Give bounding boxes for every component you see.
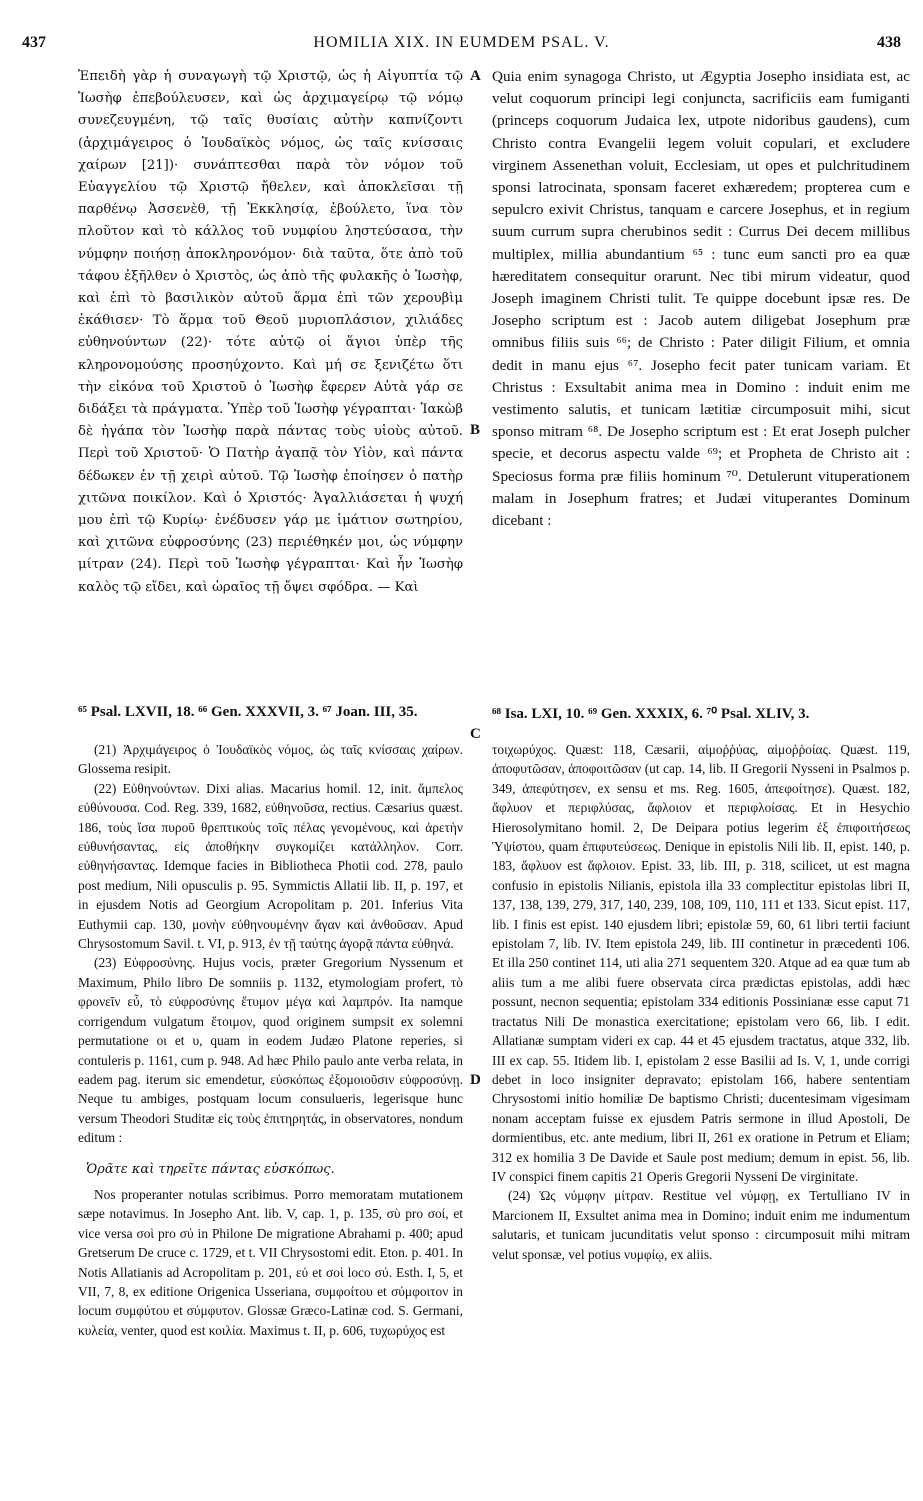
note-23-continued: Nos properanter notulas scribimus. Porro memoratam mutationem sæpe notavimus. In Josepho Ant. lib. V, cap. 1, p. 135, σὺ pro σοί, et vice versa σοὶ pro σύ in Philone De migratione Abrahami p. 400; apud Gretserum De cruce c. 1729, et t. VII Chrysostomi edit. Eton. p. 401. In Notis Allatianis ad Acropolitam p. 201, εὐ et σοὶ loco σύ. Esth. I, 5, et VII, 7, 8, ex editione Origenica Usseriana, συμφοίτου et σύμφοιτον in locum συμφύτου et σύμφυτον. Glossæ Græco-Latinæ cod. S. Germani, κυλεία, venter, quod est κοιλία. Maximus t. II, p. 606, τυχωρύχος est [78,1186,463,1338]
note-21: (21) Ἀρχιμάγειρος ὁ Ἰουδαϊκὸς νόμος, ὡς ταῖς κνίσσαις χαίρων. Glossema resipit. [78,742,463,777]
left-page-number: 437 [22,34,46,51]
running-header [22,34,901,58]
note-continuation: τοιχωρύχος. Quæst: 118, Cæsarii, αἱμοῤῥύας, αἱμοῤῥοίας. Quæst. 119, ἀποφυτῶσαν, ἀποφοιτῶσαν (ut cap. 14, lib. II Gregorii Nysseni in Psalmos p. 349, ἀπεφύτησεν, ex sensu et ms. Reg. 1605, ἀπεφοίτησε). Quæst. 182, ἄφλυον et περιφλύσας, ἄφλοιον et περιφλοίσας. Et in Hesychio Hierosolymitano homil. 2, De Deipara potius legerim ἐξ ἐπιφοιτήσεως Ὑψίστου, quam ἐπιφυτεύσεως. Denique in epistolis Nili lib. II, epist. 140, p. 183, ἄφλυον est ἄφλοιον. Epist. 33, lib. III, p. 318, scilicet, ut est magna confusio in epistolis Nilianis, epistola illa 33 complectitur epistolas libri II, 137, 138, 139, 279, 317, 140, 239, 108, 109, 110, 111 et 133. Sicut epist. 117, lib. I finis est epist. 140 ejusdem libri; epistolæ 59, 60, 61 libri tertii faciunt epistolam 7, lib. IV. Item epistola 249, lib. III continetur in præcedenti 106. Et illa 250 continet 114, uti alia 271 sequentem 320. Atque ad ea quæ tum ab aliis tum a me alibi fuere observata circa prædictas epistolas, addi hæc possunt, necnon sequentia; epistolam 334 editionis Possinianæ esse caput 71 tractatus Nili De monastica exercitatione; epistolam vero 66, lib. I edit. Allatianæ sumptam videri ex cap. 44 et 45 ejusdem tractatus, atque 332, lib. III ex cap. 55. Itidem lib. I, epistolam 2 esse Basilii ad Is. V, 1, unde corrigi debet in loco insigniter depravato; epistolam 166, habere sententiam Chrysostomi initio homiliæ De baptismo Christi; ducentesimam vigesimam nonam acceptam fuisse ex ejusdem Patris sermone in illud Apostoli, De dormientibus, etc. ante medium, libri II, 261 ex oratione in Petrum et Eliam; 312 ex homilia 3 De Davide et Saule post medium; demum in epist. 56, lib. IV conspici finem capitis 21 Operis Gregorii Nysseni De virginitate. [492,742,910,1184]
quoted-verse: Ὁρᾶτε καὶ τηρεῖτε πάντας εὐσκόπως. [86,1161,335,1177]
note-23: (23) Εὐφροσύνης. Hujus vocis, præter Gregorium Nyssenum et Maximum, Philo libro De somniis p. 1132, etymologiam profert, τὸ φρονεῖν εὖ, τὸ εὐφροσύνης ἔτυμον μέγα καὶ λαμπρόν. Ita namque corrigendum vulgatum ἕτοιμον, quod originem sumpsit ex solemni permutatione οι et υ, quam in eodem Judæo Platone reperies, si contuleris p. 1161, cum p. 948. Ad hæc Philo paulo ante verba relata, in eadem pag. iterum sic emendetur, εὐσκόπως ἐξομοιοῦσιν εὐφροσύνῃ. Neque tu ambiges, postquam locum consulueris, legerisque hunc versum Theodori Studitæ εἰς τοὺς ἐπιτηρητάς, in observatores, nondum editum : [78,955,463,1146]
scripture-references-left: ⁶⁵ Psal. LXVII, 18. ⁶⁶ Gen. XXXVII, 3. ⁶⁷ Joan. III, 35. [78,704,418,720]
running-title: HOMILIA XIX. IN EUMDEM PSAL. V. [313,34,610,51]
section-marker-a: A [470,68,481,84]
latin-main-column [492,66,910,692]
notes-left-column [78,740,463,1495]
greek-main-text: Ἐπειδὴ γὰρ ἡ συναγωγὴ τῷ Χριστῷ, ὡς ἡ Αἰγυπτία τῷ Ἰωσὴφ ἐπεβούλευσεν, καὶ ὡς ἀρχιμαγείρῳ τῷ νόμῳ συνεζευγμένη, τῷ ταῖς θυσίαις αὐτὴν καπνίζοντι (ἀρχιμάγειρος ὁ Ἰουδαϊκὸς νόμος, ὡς ταῖς κνίσσαις χαίρων [21])· συνάπτεσθαι παρὰ τὸν νόμον τοῦ Εὐαγγελίου τῷ Χριστῷ ἤθελεν, καὶ ἀποκλεῖσαι τῇ παρθένῳ Ἀσσενὲθ, τῇ Ἐκκλησίᾳ, ἐβούλετο, ἵνα τὸν πλοῦτον καὶ τὸ κάλλος τοῦ νυμφίου ληστεύσασα, τὴν νύμφην ποιήσῃ ἀποκληρονόμον· διὰ ταῦτα, ὅτε ἀπὸ τοῦ τάφου ἐξῆλθεν ὁ Χριστὸς, ὡς ἀπὸ τῆς φυλακῆς ὁ Ἰωσὴφ, καὶ ἐπὶ τὸ βασιλικὸν αὐτοῦ ἅρμα ἐπὶ τῶν χερουβὶμ ἐκάθισεν· Τὸ ἅρμα τοῦ Θεοῦ μυριοπλάσιον, χιλιάδες εὐθηνούντων (22)· τότε αὐτῷ οἱ ἅγιοι ὑπὲρ τῆς κληρονομούσης προσηύχοντο. Καὶ μή σε ξενιζέτω ὅτι τὴν εἰκόνα τοῦ Χριστοῦ ὁ Ἰωσὴφ ἔφερεν Αὐτὰ γάρ σε διδάξει τὰ πράγματα. Ὑπὲρ τοῦ Ἰωσὴφ γέγραπται· Ἰακὼβ δὲ ἠγάπα τὸν Ἰωσὴφ παρὰ πάντας τοὺς υἱοὺς αὐτοῦ. Περὶ τοῦ Χριστοῦ· Ὁ Πατὴρ ἀγαπᾷ τὸν Υἱὸν, καὶ πάντα δέδωκεν ἐν τῇ χειρὶ αὐτοῦ. Τῷ Ἰωσὴφ ἐποίησεν ὁ πατὴρ χιτῶνα ποικίλον. Καὶ ὁ Χριστός· Ἀγαλλιάσεται ἡ ψυχή μου ἐπὶ τῷ Κυρίῳ· ἐνέδυσεν γάρ με ἱμάτιον σωτηρίου, καὶ χιτῶνα εὐφροσύνης (23) περιέθηκέν μοι, ὡς νύμφην μίτραν (24). Περὶ τοῦ Ἰωσὴφ γέγραπται· Καὶ ἦν Ἰωσὴφ καλὸς τῷ εἴδει, καὶ ὡραῖος τῇ ὄψει σφόδρα. — Καὶ [78,69,463,595]
latin-main-text: Quia enim synagoga Christo, ut Ægyptia Josepho insidiata est, ac velut coquorum principi legi conjuncta, sacrificiis eam fumiganti (princeps coquorum Judaica lex, utpote nidoribus gaudens), cum Christo contra Evangelii legem voluit copulari, et excludere virginem Assenethan voluit, Ecclesiam, ut opes et pulchritudinem sponsi latrocinata, sponsam faceret exhæredem; propterea cum e sepulcro exivit Christus, tanquam e carcere Josephus, et in regium suum currum supra cherubinos sedit : Currus Dei decem millibus multiplex, millia abundantium ⁶⁵ : tunc eum sancti pro ea quæ hæreditatem consequitur orarunt. Nec tibi mirum videatur, quod Joseph imaginem Christi tulit. Te quippe docebunt ipsæ res. De Josepho scriptum est : Jacob autem diligebat Josephum præ omnibus filiis suis ⁶⁶; de Christo : Pater diligit Filium, et omnia dedit in manu ejus ⁶⁷. Josepho fecit pater tunicam variam. Et Christus : Exsultabit anima mea in Domino : induit enim me vestimento salutis, et tunicam lætitiæ circumposuit mihi, sicut sponso mitram ⁶⁸. De Josepho scriptum est : Et erat Joseph pulcher specie, et decorus aspectu valde ⁶⁹; et Propheta de Christo ait : Speciosus forma præ filiis hominum ⁷⁰. Detulerunt vituperationem malam in Josephum fratres; et Judæi vituperantes Dominum dicebant : [492,68,910,530]
section-marker-b: B [470,422,481,438]
scripture-references-right: ⁶⁸ Isa. LXI, 10. ⁶⁹ Gen. XXXIX, 6. ⁷⁰ Psal. XLIV, 3. [492,706,810,722]
right-page-number: 438 [877,34,901,51]
note-22: (22) Εὐθηνούντων. Dixi alias. Macarius homil. 12, init. ἄμπελος εὐθύνουσα. Cod. Reg. 339, 1682, εὐθηνοῦσα, rectius. Cæsarius quæst. 186, τοὺς ἴσα πυροῦ θρεπτικοὺς τοῖς πέλας γενομένους, καὶ ἀρετὴν εὐθυνήσαντας, εἰς ἀποθήκην συγκομίζει κατάλληλον. Corr. εὐθηνήσαντας. Idemque facies in Bibliotheca Photii cod. 278, paulo post medium, Nili opusculis p. 95. Symmictis Allatii lib. II, p. 197, et in ejusdem Notis ad Georgium Acropolitam p. 201. Inferius Vita Euthymii cap. 130, μονὴν εὐθηνουμένην ἄγαν καὶ ἀνθοῦσαν. Apud Chrysostomum Savil. t. VI, p. 913, ἐν τῇ ταύτης ἀγορᾷ πάντα εὐθηνά. [78,780,463,952]
note-24: (24) Ὡς νύμφην μίτραν. Restitue vel νύμφῃ, ex Tertulliano IV in Marcionem II, Exsultet anima mea in Domino; induit enim me indumentum salutaris, et tunicam jucunditatis velut sponso : circumposuit mihi mitram velut sponsæ, vel potius νυμφίῳ, ex aliis. [492,1188,910,1262]
greek-main-column [78,66,463,692]
notes-right-column [492,740,910,1495]
section-marker-d: D [470,1072,481,1088]
section-marker-c: C [470,726,481,742]
